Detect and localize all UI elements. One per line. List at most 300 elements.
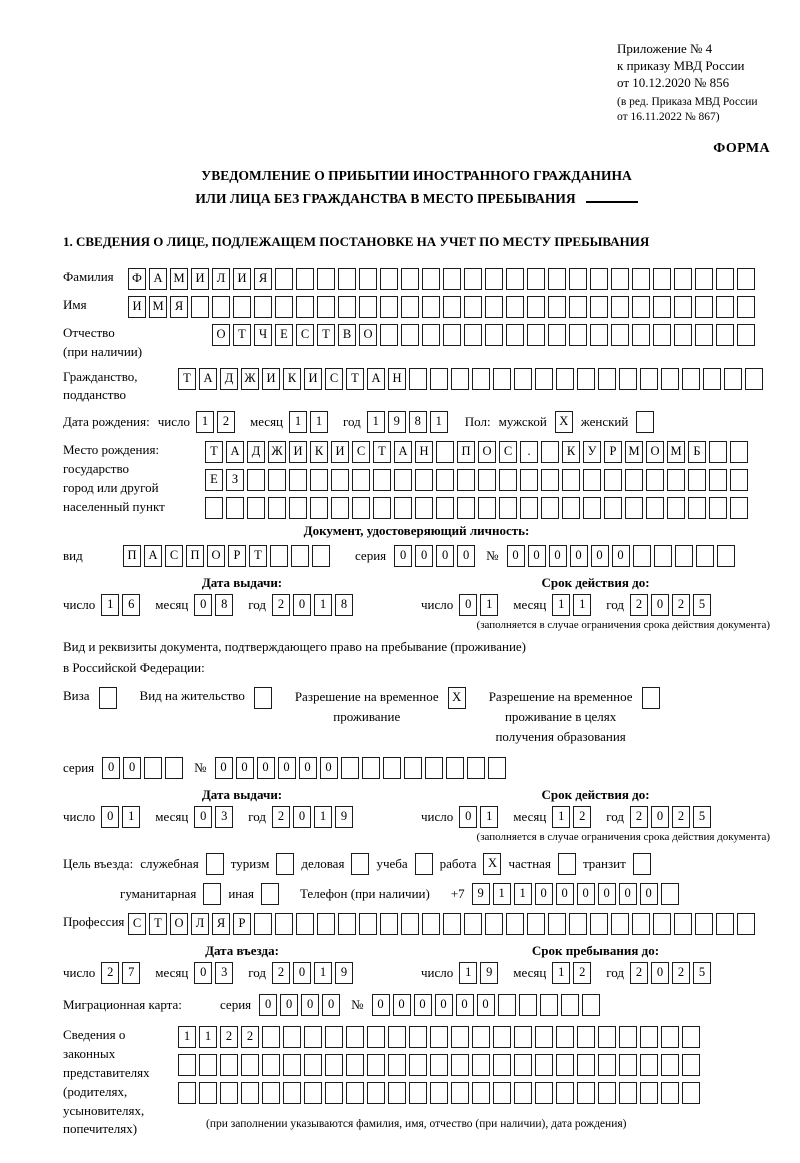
- char-cell[interactable]: [359, 296, 377, 318]
- char-cell[interactable]: [611, 324, 629, 346]
- char-cell[interactable]: В: [338, 324, 356, 346]
- char-cell[interactable]: 0: [299, 757, 317, 779]
- char-cell[interactable]: С: [352, 441, 370, 463]
- char-cell[interactable]: [527, 268, 545, 290]
- char-cell[interactable]: [485, 913, 503, 935]
- char-cell[interactable]: [359, 268, 377, 290]
- char-cell[interactable]: [478, 469, 496, 491]
- char-cell[interactable]: [464, 324, 482, 346]
- char-cell[interactable]: [582, 994, 600, 1016]
- char-cell[interactable]: Р: [228, 545, 246, 567]
- char-cell[interactable]: [556, 368, 574, 390]
- char-cell[interactable]: [730, 441, 748, 463]
- char-cell[interactable]: 5: [693, 962, 711, 984]
- char-cell[interactable]: 2: [672, 962, 690, 984]
- char-cell[interactable]: И: [289, 441, 307, 463]
- char-cell[interactable]: [604, 497, 622, 519]
- char-cell[interactable]: Н: [388, 368, 406, 390]
- char-cell[interactable]: [380, 268, 398, 290]
- char-cell[interactable]: [401, 324, 419, 346]
- char-cell[interactable]: А: [394, 441, 412, 463]
- char-cell[interactable]: Е: [275, 324, 293, 346]
- char-cell[interactable]: [632, 296, 650, 318]
- char-cell[interactable]: [541, 441, 559, 463]
- char-cell[interactable]: 0: [591, 545, 609, 567]
- char-cell[interactable]: 2: [672, 594, 690, 616]
- char-cell[interactable]: [499, 497, 517, 519]
- char-cell[interactable]: [569, 913, 587, 935]
- char-cell[interactable]: И: [262, 368, 280, 390]
- char-cell[interactable]: [373, 497, 391, 519]
- char-cell[interactable]: 0: [257, 757, 275, 779]
- char-cell[interactable]: [682, 1026, 700, 1048]
- char-cell[interactable]: Т: [317, 324, 335, 346]
- char-cell[interactable]: [514, 1082, 532, 1104]
- char-cell[interactable]: [716, 324, 734, 346]
- char-cell[interactable]: [541, 469, 559, 491]
- char-cell[interactable]: [451, 368, 469, 390]
- char-cell[interactable]: 1: [314, 962, 332, 984]
- char-cell[interactable]: [674, 324, 692, 346]
- char-cell[interactable]: [312, 545, 330, 567]
- char-cell[interactable]: [640, 1054, 658, 1076]
- char-cell[interactable]: [619, 368, 637, 390]
- char-cell[interactable]: [716, 296, 734, 318]
- char-cell[interactable]: З: [226, 469, 244, 491]
- char-cell[interactable]: Д: [247, 441, 265, 463]
- char-cell[interactable]: Б: [688, 441, 706, 463]
- char-cell[interactable]: 0: [619, 883, 637, 905]
- char-cell[interactable]: [283, 1026, 301, 1048]
- char-cell[interactable]: 2: [101, 962, 119, 984]
- char-cell[interactable]: 0: [194, 806, 212, 828]
- char-cell[interactable]: 3: [215, 806, 233, 828]
- char-cell[interactable]: 1: [514, 883, 532, 905]
- char-cell[interactable]: [674, 268, 692, 290]
- char-cell[interactable]: [241, 1054, 259, 1076]
- char-cell[interactable]: [569, 296, 587, 318]
- char-cell[interactable]: [514, 368, 532, 390]
- char-cell[interactable]: [310, 497, 328, 519]
- char-cell[interactable]: Ж: [268, 441, 286, 463]
- char-cell[interactable]: С: [325, 368, 343, 390]
- char-cell[interactable]: [325, 1026, 343, 1048]
- char-cell[interactable]: [262, 1054, 280, 1076]
- char-cell[interactable]: 1: [552, 806, 570, 828]
- char-cell[interactable]: [485, 296, 503, 318]
- char-cell[interactable]: [317, 913, 335, 935]
- char-cell[interactable]: [556, 1082, 574, 1104]
- char-cell[interactable]: [556, 1054, 574, 1076]
- char-cell[interactable]: 2: [573, 962, 591, 984]
- char-cell[interactable]: [247, 469, 265, 491]
- char-cell[interactable]: [556, 1026, 574, 1048]
- char-cell[interactable]: [275, 913, 293, 935]
- char-cell[interactable]: [695, 324, 713, 346]
- purpose-private-checkbox[interactable]: [558, 853, 576, 875]
- char-cell[interactable]: [688, 497, 706, 519]
- purpose-study-checkbox[interactable]: [415, 853, 433, 875]
- char-cell[interactable]: 0: [322, 994, 340, 1016]
- char-cell[interactable]: 0: [123, 757, 141, 779]
- char-cell[interactable]: [247, 497, 265, 519]
- char-cell[interactable]: Л: [191, 913, 209, 935]
- char-cell[interactable]: [457, 469, 475, 491]
- char-cell[interactable]: И: [304, 368, 322, 390]
- char-cell[interactable]: 7: [122, 962, 140, 984]
- char-cell[interactable]: [325, 1054, 343, 1076]
- char-cell[interactable]: [296, 913, 314, 935]
- char-cell[interactable]: [695, 268, 713, 290]
- char-cell[interactable]: 0: [535, 883, 553, 905]
- char-cell[interactable]: 2: [630, 806, 648, 828]
- char-cell[interactable]: О: [207, 545, 225, 567]
- char-cell[interactable]: 0: [280, 994, 298, 1016]
- char-cell[interactable]: 1: [493, 883, 511, 905]
- char-cell[interactable]: [493, 1082, 511, 1104]
- char-cell[interactable]: [388, 1082, 406, 1104]
- char-cell[interactable]: 6: [122, 594, 140, 616]
- char-cell[interactable]: [436, 441, 454, 463]
- char-cell[interactable]: 0: [414, 994, 432, 1016]
- char-cell[interactable]: [598, 368, 616, 390]
- char-cell[interactable]: 1: [196, 411, 214, 433]
- char-cell[interactable]: М: [149, 296, 167, 318]
- char-cell[interactable]: [226, 497, 244, 519]
- char-cell[interactable]: [472, 1026, 490, 1048]
- char-cell[interactable]: [527, 913, 545, 935]
- char-cell[interactable]: [422, 324, 440, 346]
- char-cell[interactable]: [331, 469, 349, 491]
- char-cell[interactable]: И: [191, 268, 209, 290]
- char-cell[interactable]: 0: [598, 883, 616, 905]
- char-cell[interactable]: [730, 497, 748, 519]
- char-cell[interactable]: О: [212, 324, 230, 346]
- char-cell[interactable]: М: [625, 441, 643, 463]
- char-cell[interactable]: [220, 1054, 238, 1076]
- char-cell[interactable]: 1: [314, 594, 332, 616]
- char-cell[interactable]: 0: [577, 883, 595, 905]
- char-cell[interactable]: [178, 1054, 196, 1076]
- char-cell[interactable]: 1: [480, 806, 498, 828]
- char-cell[interactable]: [472, 1082, 490, 1104]
- char-cell[interactable]: 8: [335, 594, 353, 616]
- char-cell[interactable]: 0: [102, 757, 120, 779]
- char-cell[interactable]: И: [128, 296, 146, 318]
- char-cell[interactable]: [275, 268, 293, 290]
- char-cell[interactable]: [717, 545, 735, 567]
- char-cell[interactable]: 1: [199, 1026, 217, 1048]
- char-cell[interactable]: [619, 1054, 637, 1076]
- char-cell[interactable]: 0: [435, 994, 453, 1016]
- char-cell[interactable]: [338, 296, 356, 318]
- char-cell[interactable]: Я: [254, 268, 272, 290]
- char-cell[interactable]: [667, 469, 685, 491]
- char-cell[interactable]: 0: [293, 594, 311, 616]
- char-cell[interactable]: Р: [233, 913, 251, 935]
- char-cell[interactable]: [696, 545, 714, 567]
- char-cell[interactable]: [443, 268, 461, 290]
- char-cell[interactable]: [254, 296, 272, 318]
- char-cell[interactable]: 0: [507, 545, 525, 567]
- char-cell[interactable]: [577, 1026, 595, 1048]
- char-cell[interactable]: [498, 994, 516, 1016]
- char-cell[interactable]: [527, 324, 545, 346]
- char-cell[interactable]: [485, 268, 503, 290]
- char-cell[interactable]: [653, 324, 671, 346]
- char-cell[interactable]: [619, 1026, 637, 1048]
- char-cell[interactable]: [646, 469, 664, 491]
- char-cell[interactable]: [191, 296, 209, 318]
- char-cell[interactable]: [527, 296, 545, 318]
- char-cell[interactable]: [346, 1026, 364, 1048]
- char-cell[interactable]: [506, 913, 524, 935]
- char-cell[interactable]: [661, 1054, 679, 1076]
- char-cell[interactable]: [338, 268, 356, 290]
- purpose-other-checkbox[interactable]: [261, 883, 279, 905]
- char-cell[interactable]: 2: [272, 962, 290, 984]
- char-cell[interactable]: 1: [101, 594, 119, 616]
- char-cell[interactable]: [422, 268, 440, 290]
- char-cell[interactable]: [401, 296, 419, 318]
- char-cell[interactable]: 0: [549, 545, 567, 567]
- char-cell[interactable]: 0: [570, 545, 588, 567]
- char-cell[interactable]: 0: [301, 994, 319, 1016]
- char-cell[interactable]: [380, 296, 398, 318]
- char-cell[interactable]: [270, 545, 288, 567]
- char-cell[interactable]: [367, 1026, 385, 1048]
- char-cell[interactable]: [737, 268, 755, 290]
- char-cell[interactable]: [730, 469, 748, 491]
- char-cell[interactable]: [661, 368, 679, 390]
- char-cell[interactable]: [296, 268, 314, 290]
- char-cell[interactable]: [535, 1026, 553, 1048]
- char-cell[interactable]: [268, 497, 286, 519]
- char-cell[interactable]: [590, 268, 608, 290]
- char-cell[interactable]: 0: [194, 594, 212, 616]
- char-cell[interactable]: Е: [205, 469, 223, 491]
- char-cell[interactable]: Я: [212, 913, 230, 935]
- char-cell[interactable]: 2: [272, 806, 290, 828]
- char-cell[interactable]: [472, 368, 490, 390]
- char-cell[interactable]: [165, 757, 183, 779]
- char-cell[interactable]: [632, 913, 650, 935]
- char-cell[interactable]: [646, 497, 664, 519]
- char-cell[interactable]: [443, 324, 461, 346]
- char-cell[interactable]: [401, 268, 419, 290]
- char-cell[interactable]: [703, 368, 721, 390]
- char-cell[interactable]: [233, 296, 251, 318]
- char-cell[interactable]: [724, 368, 742, 390]
- char-cell[interactable]: [548, 324, 566, 346]
- char-cell[interactable]: [467, 757, 485, 779]
- char-cell[interactable]: [380, 324, 398, 346]
- char-cell[interactable]: 5: [693, 806, 711, 828]
- char-cell[interactable]: [598, 1054, 616, 1076]
- char-cell[interactable]: [562, 469, 580, 491]
- char-cell[interactable]: С: [128, 913, 146, 935]
- char-cell[interactable]: [577, 1054, 595, 1076]
- char-cell[interactable]: [388, 1026, 406, 1048]
- char-cell[interactable]: Т: [233, 324, 251, 346]
- char-cell[interactable]: [674, 296, 692, 318]
- char-cell[interactable]: 1: [314, 806, 332, 828]
- char-cell[interactable]: [451, 1054, 469, 1076]
- char-cell[interactable]: 0: [651, 594, 669, 616]
- char-cell[interactable]: [548, 296, 566, 318]
- char-cell[interactable]: [401, 913, 419, 935]
- char-cell[interactable]: [373, 469, 391, 491]
- char-cell[interactable]: [359, 913, 377, 935]
- char-cell[interactable]: С: [499, 441, 517, 463]
- char-cell[interactable]: [682, 1054, 700, 1076]
- char-cell[interactable]: [661, 883, 679, 905]
- char-cell[interactable]: [577, 1082, 595, 1104]
- char-cell[interactable]: 0: [278, 757, 296, 779]
- char-cell[interactable]: 2: [217, 411, 235, 433]
- char-cell[interactable]: [409, 368, 427, 390]
- char-cell[interactable]: А: [144, 545, 162, 567]
- char-cell[interactable]: [443, 296, 461, 318]
- char-cell[interactable]: [289, 497, 307, 519]
- char-cell[interactable]: [283, 1054, 301, 1076]
- char-cell[interactable]: [346, 1082, 364, 1104]
- char-cell[interactable]: [709, 441, 727, 463]
- char-cell[interactable]: О: [478, 441, 496, 463]
- char-cell[interactable]: Ч: [254, 324, 272, 346]
- char-cell[interactable]: К: [310, 441, 328, 463]
- char-cell[interactable]: 0: [293, 806, 311, 828]
- char-cell[interactable]: [514, 1054, 532, 1076]
- char-cell[interactable]: [262, 1026, 280, 1048]
- char-cell[interactable]: 0: [194, 962, 212, 984]
- char-cell[interactable]: [317, 268, 335, 290]
- char-cell[interactable]: [506, 268, 524, 290]
- char-cell[interactable]: [737, 324, 755, 346]
- char-cell[interactable]: [514, 1026, 532, 1048]
- char-cell[interactable]: [446, 757, 464, 779]
- char-cell[interactable]: [425, 757, 443, 779]
- char-cell[interactable]: [667, 497, 685, 519]
- char-cell[interactable]: [404, 757, 422, 779]
- char-cell[interactable]: 0: [528, 545, 546, 567]
- char-cell[interactable]: [457, 497, 475, 519]
- char-cell[interactable]: [632, 324, 650, 346]
- char-cell[interactable]: [443, 913, 461, 935]
- char-cell[interactable]: 2: [272, 594, 290, 616]
- char-cell[interactable]: 1: [552, 962, 570, 984]
- char-cell[interactable]: [520, 469, 538, 491]
- char-cell[interactable]: [415, 497, 433, 519]
- char-cell[interactable]: [241, 1082, 259, 1104]
- char-cell[interactable]: [506, 296, 524, 318]
- char-cell[interactable]: [506, 324, 524, 346]
- char-cell[interactable]: Т: [149, 913, 167, 935]
- char-cell[interactable]: [291, 545, 309, 567]
- sex-male-checkbox[interactable]: X: [555, 411, 573, 433]
- char-cell[interactable]: 1: [178, 1026, 196, 1048]
- char-cell[interactable]: [422, 913, 440, 935]
- char-cell[interactable]: [388, 1054, 406, 1076]
- char-cell[interactable]: [383, 757, 401, 779]
- char-cell[interactable]: 9: [472, 883, 490, 905]
- char-cell[interactable]: 0: [393, 994, 411, 1016]
- char-cell[interactable]: [611, 296, 629, 318]
- char-cell[interactable]: 2: [630, 962, 648, 984]
- char-cell[interactable]: [737, 296, 755, 318]
- char-cell[interactable]: [640, 1026, 658, 1048]
- char-cell[interactable]: [485, 324, 503, 346]
- char-cell[interactable]: 0: [101, 806, 119, 828]
- char-cell[interactable]: 0: [556, 883, 574, 905]
- char-cell[interactable]: 1: [289, 411, 307, 433]
- char-cell[interactable]: [709, 469, 727, 491]
- char-cell[interactable]: 0: [320, 757, 338, 779]
- char-cell[interactable]: [464, 296, 482, 318]
- char-cell[interactable]: 2: [573, 806, 591, 828]
- char-cell[interactable]: [548, 268, 566, 290]
- char-cell[interactable]: [625, 469, 643, 491]
- char-cell[interactable]: [590, 296, 608, 318]
- char-cell[interactable]: [331, 497, 349, 519]
- char-cell[interactable]: С: [165, 545, 183, 567]
- char-cell[interactable]: 0: [651, 806, 669, 828]
- char-cell[interactable]: [654, 545, 672, 567]
- char-cell[interactable]: 2: [630, 594, 648, 616]
- char-cell[interactable]: 1: [430, 411, 448, 433]
- char-cell[interactable]: [716, 913, 734, 935]
- char-cell[interactable]: 0: [456, 994, 474, 1016]
- char-cell[interactable]: [661, 1026, 679, 1048]
- char-cell[interactable]: [653, 296, 671, 318]
- char-cell[interactable]: 8: [215, 594, 233, 616]
- char-cell[interactable]: П: [123, 545, 141, 567]
- char-cell[interactable]: [304, 1026, 322, 1048]
- char-cell[interactable]: [220, 1082, 238, 1104]
- char-cell[interactable]: 1: [459, 962, 477, 984]
- char-cell[interactable]: 1: [480, 594, 498, 616]
- char-cell[interactable]: [409, 1082, 427, 1104]
- char-cell[interactable]: [745, 368, 763, 390]
- char-cell[interactable]: 0: [459, 594, 477, 616]
- char-cell[interactable]: 0: [259, 994, 277, 1016]
- char-cell[interactable]: [317, 296, 335, 318]
- char-cell[interactable]: [674, 913, 692, 935]
- char-cell[interactable]: [422, 296, 440, 318]
- char-cell[interactable]: 2: [241, 1026, 259, 1048]
- char-cell[interactable]: [688, 469, 706, 491]
- char-cell[interactable]: 1: [122, 806, 140, 828]
- char-cell[interactable]: [562, 497, 580, 519]
- char-cell[interactable]: [493, 1054, 511, 1076]
- char-cell[interactable]: [178, 1082, 196, 1104]
- char-cell[interactable]: [675, 545, 693, 567]
- char-cell[interactable]: 1: [552, 594, 570, 616]
- char-cell[interactable]: [430, 368, 448, 390]
- purpose-humanitarian-checkbox[interactable]: [203, 883, 221, 905]
- char-cell[interactable]: [716, 268, 734, 290]
- char-cell[interactable]: Н: [415, 441, 433, 463]
- char-cell[interactable]: [488, 757, 506, 779]
- char-cell[interactable]: 0: [457, 545, 475, 567]
- char-cell[interactable]: [451, 1082, 469, 1104]
- char-cell[interactable]: [577, 368, 595, 390]
- char-cell[interactable]: [436, 469, 454, 491]
- char-cell[interactable]: [661, 1082, 679, 1104]
- char-cell[interactable]: [289, 469, 307, 491]
- char-cell[interactable]: [199, 1054, 217, 1076]
- char-cell[interactable]: [611, 913, 629, 935]
